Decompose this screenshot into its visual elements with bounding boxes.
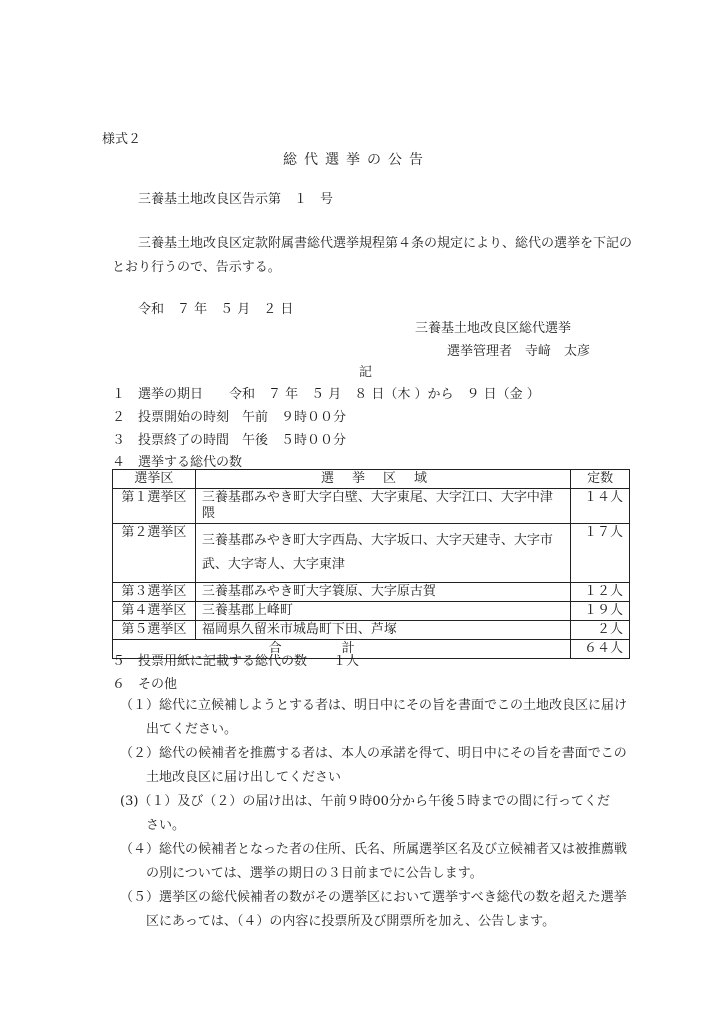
header-count: 定数: [571, 470, 630, 489]
issuer-org: 三養基土地改良区総代選挙: [415, 321, 572, 336]
district-count: １９人: [571, 602, 630, 621]
issuer-name: 選挙管理者 寺﨑 太彦: [447, 344, 591, 359]
district-count: ２人: [571, 621, 630, 640]
other-notes: [120, 694, 627, 934]
district-count: １２人: [571, 583, 630, 602]
header-area: 選挙区域: [195, 470, 570, 489]
intro-line-1: 三養基土地改良区定款附属書総代選挙規程第４条の規定により、総代の選挙を下記の: [138, 236, 633, 251]
table-row: [113, 489, 630, 524]
page-title: 総代選挙の公告: [283, 152, 430, 168]
district-area: 三養基郡みやき町大字簑原、大字原古賀: [195, 583, 570, 602]
district-name: 第１選挙区: [113, 489, 196, 524]
item-poll-close: ３ 投票終了の時間 午後 ５時００分: [112, 433, 347, 448]
note-2-line-2: 土地改良区に届け出してください: [146, 770, 342, 785]
district-area: 三養基郡上峰町: [195, 602, 570, 621]
item-delegate-count: ４ 選挙する総代の数: [112, 455, 243, 470]
note-2-line-1: （２）総代の候補者を推薦する者は、本人の承諾を得て、明日中にその旨を書面でこの: [120, 746, 627, 761]
note-1-line-1: （１）総代に立候補しようとする者は、明日中にその旨を書面でこの土地改良区に届け: [120, 698, 628, 713]
district-area: 福岡県久留米市城島町下田、芦塚: [195, 621, 570, 640]
note-5-line-1: （５）選挙区の総代候補者の数がその選挙区において選挙すべき総代の数を超えた選挙: [120, 890, 627, 905]
notice-date: 令和 ７ 年 ５ 月 ２ 日: [138, 302, 294, 317]
district-name: 第２選挙区: [113, 524, 196, 583]
note-1-line-2: 出てください。: [146, 722, 238, 737]
table-row: [113, 583, 630, 602]
district-count: １７人: [571, 524, 630, 583]
item-election-date: １ 選挙の期日 令和 ７ 年 ５ 月 ８ 日（木 ）から ９ 日（金 ）: [112, 387, 540, 402]
district-name: 第５選挙区: [113, 621, 196, 640]
note-4-line-1: （４）総代の候補者となった者の住所、氏名、所属選挙区名及び立候補者又は被推薦戦: [120, 842, 628, 857]
table-row: [113, 621, 630, 640]
notice-number: 三養基土地改良区告示第 １ 号: [138, 192, 334, 207]
intro-line-2: とおり行うので、告示する。: [112, 260, 281, 275]
item-poll-open: ２ 投票開始の時刻 午前 ９時００分: [112, 410, 347, 425]
district-count: １４人: [571, 489, 630, 524]
table-header-row: [113, 470, 630, 489]
note-5-line-2: 区にあっては、（４）の内容に投票所及び開票所を加え、公告します。: [146, 914, 556, 929]
table-row: [113, 524, 630, 583]
total-count: ６４人: [571, 640, 630, 659]
district-name: 第３選挙区: [113, 583, 196, 602]
district-name: 第４選挙区: [113, 602, 196, 621]
note-3-line-1: (3)（１）及び（２）の届け出は、午前９時00分から午後５時までの間に行ってくだ: [120, 794, 610, 809]
district-area: 三養基郡みやき町大字白壁、大字東尾、大字江口、大字中津隈: [195, 489, 570, 524]
district-table: [112, 469, 630, 659]
item-ballot-count: ５ 投票用紙に記載する総代の数 １人: [112, 654, 360, 669]
total-label: 合計: [113, 640, 571, 659]
item-other: ６ その他: [112, 677, 178, 692]
district-area: 三養基郡みやき町大字西島、大字坂口、大字天建寺、大字市武、大字寄人、大字東津: [195, 524, 570, 583]
note-3-line-2: さい。: [146, 818, 186, 833]
ki-mark: 記: [359, 365, 373, 380]
note-4-line-2: の別については、選挙の期日の３日前までに公告します。: [146, 866, 483, 881]
table-row: [113, 602, 630, 621]
form-label: 様式２: [102, 132, 142, 147]
header-district: 選挙区: [113, 470, 196, 489]
